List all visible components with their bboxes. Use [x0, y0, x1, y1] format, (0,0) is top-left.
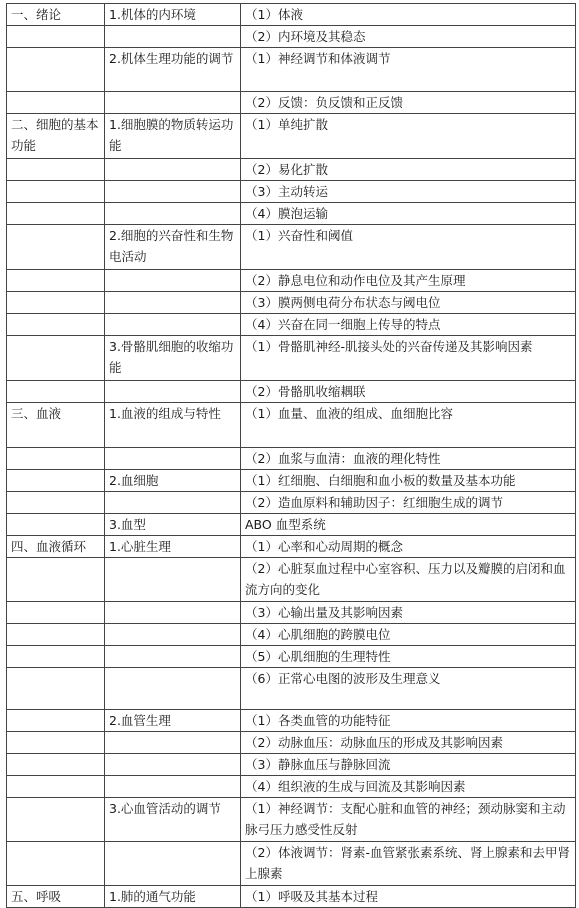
section-cell	[105, 732, 241, 754]
section-cell: 2.细胞的兴奋性和生物电活动	[105, 225, 241, 270]
table-row	[7, 798, 576, 842]
chapter-cell	[7, 26, 105, 48]
section-cell	[105, 842, 241, 886]
chapter-cell	[7, 710, 105, 732]
chapter-cell	[7, 203, 105, 225]
topic-cell: （2）静息电位和动作电位及其产生原理	[241, 270, 576, 292]
table-row	[7, 448, 576, 470]
chapter-cell	[7, 842, 105, 886]
topic-cell: （4）膜泡运输	[241, 203, 576, 225]
section-cell: 3.骨骼肌细胞的收缩功能	[105, 336, 241, 381]
chapter-cell	[7, 602, 105, 624]
topic-cell: （1）骨骼肌神经-肌接头处的兴奋传递及其影响因素	[241, 336, 576, 381]
topic-cell: （2）反馈：负反馈和正反馈	[241, 92, 576, 114]
section-cell	[105, 754, 241, 776]
table-row	[7, 403, 576, 448]
topic-cell: （2）易化扩散	[241, 159, 576, 181]
topic-cell: （4）心肌细胞的跨膜电位	[241, 624, 576, 646]
table-row	[7, 536, 576, 558]
topic-cell: （3）心输出量及其影响因素	[241, 602, 576, 624]
table-row	[7, 470, 576, 492]
chapter-cell	[7, 292, 105, 314]
table-row	[7, 492, 576, 514]
table-row	[7, 292, 576, 314]
table-row	[7, 26, 576, 48]
chapter-cell	[7, 754, 105, 776]
topic-cell: （4）组织液的生成与回流及其影响因素	[241, 776, 576, 798]
section-cell	[105, 602, 241, 624]
section-cell	[105, 624, 241, 646]
topic-cell: （3）静脉血压与静脉回流	[241, 754, 576, 776]
section-cell: 2.机体生理功能的调节	[105, 48, 241, 92]
chapter-cell: 四、血液循环	[7, 536, 105, 558]
section-cell: 2.血细胞	[105, 470, 241, 492]
chapter-cell	[7, 470, 105, 492]
section-cell	[105, 292, 241, 314]
chapter-cell	[7, 558, 105, 602]
section-cell	[105, 668, 241, 710]
section-cell: 1.血液的组成与特性	[105, 403, 241, 448]
topic-cell: ABO 血型系统	[241, 514, 576, 536]
chapter-cell	[7, 314, 105, 336]
chapter-cell	[7, 732, 105, 754]
section-cell	[105, 270, 241, 292]
topic-cell: （1）各类血管的功能特征	[241, 710, 576, 732]
table-row	[7, 842, 576, 886]
topic-cell: （2）血浆与血清：血液的理化特性	[241, 448, 576, 470]
table-row	[7, 48, 576, 92]
chapter-cell	[7, 776, 105, 798]
topic-cell: （2）内环境及其稳态	[241, 26, 576, 48]
section-cell	[105, 181, 241, 203]
section-cell: 1.心脏生理	[105, 536, 241, 558]
table-row	[7, 602, 576, 624]
chapter-cell	[7, 92, 105, 114]
table-row	[7, 203, 576, 225]
table-row	[7, 159, 576, 181]
syllabus-table	[6, 3, 576, 908]
chapter-cell	[7, 624, 105, 646]
section-cell	[105, 381, 241, 403]
chapter-cell	[7, 159, 105, 181]
chapter-cell	[7, 798, 105, 842]
table-row	[7, 381, 576, 403]
topic-cell: （4）兴奋在同一细胞上传导的特点	[241, 314, 576, 336]
table-row	[7, 624, 576, 646]
table-row	[7, 754, 576, 776]
table-row	[7, 668, 576, 710]
topic-cell: （1）血量、血液的组成、血细胞比容	[241, 403, 576, 448]
topic-cell: （5）心肌细胞的生理特性	[241, 646, 576, 668]
topic-cell: （2）体液调节：肾素-血管紧张素系统、肾上腺素和去甲肾上腺素	[241, 842, 576, 886]
topic-cell: （1）红细胞、白细胞和血小板的数量及基本功能	[241, 470, 576, 492]
section-cell	[105, 646, 241, 668]
topic-cell: （2）骨骼肌收缩耦联	[241, 381, 576, 403]
topic-cell: （1）神经调节和体液调节	[241, 48, 576, 92]
table-row	[7, 886, 576, 908]
section-cell	[105, 558, 241, 602]
section-cell	[105, 492, 241, 514]
chapter-cell	[7, 336, 105, 381]
section-cell: 3.血型	[105, 514, 241, 536]
table-row	[7, 225, 576, 270]
chapter-cell	[7, 492, 105, 514]
topic-cell: （1）神经调节：支配心脏和血管的神经；颈动脉窦和主动脉弓压力感受性反射	[241, 798, 576, 842]
chapter-cell	[7, 646, 105, 668]
section-cell: 2.血管生理	[105, 710, 241, 732]
chapter-cell	[7, 514, 105, 536]
table-row	[7, 181, 576, 203]
section-cell: 3.心血管活动的调节	[105, 798, 241, 842]
topic-cell: （1）体液	[241, 4, 576, 26]
table-row	[7, 4, 576, 26]
chapter-cell	[7, 668, 105, 710]
section-cell	[105, 203, 241, 225]
chapter-cell: 五、呼吸	[7, 886, 105, 908]
chapter-cell	[7, 270, 105, 292]
table-row	[7, 270, 576, 292]
table-row	[7, 114, 576, 159]
chapter-cell: 二、细胞的基本功能	[7, 114, 105, 159]
table-row	[7, 558, 576, 602]
topic-cell: （1）单纯扩散	[241, 114, 576, 159]
chapter-cell	[7, 381, 105, 403]
table-row	[7, 314, 576, 336]
topic-cell: （1）兴奋性和阈值	[241, 225, 576, 270]
section-cell	[105, 159, 241, 181]
section-cell: 1.机体的内环境	[105, 4, 241, 26]
topic-cell: （1）心率和心动周期的概念	[241, 536, 576, 558]
chapter-cell	[7, 48, 105, 92]
section-cell	[105, 448, 241, 470]
chapter-cell: 一、绪论	[7, 4, 105, 26]
table-row	[7, 776, 576, 798]
topic-cell: （2）动脉血压：动脉血压的形成及其影响因素	[241, 732, 576, 754]
topic-cell: （2）心脏泵血过程中心室容积、压力以及瓣膜的启闭和血流方向的变化	[241, 558, 576, 602]
section-cell: 1.肺的通气功能	[105, 886, 241, 908]
table-row	[7, 710, 576, 732]
topic-cell: （3）膜两侧电荷分布状态与阈电位	[241, 292, 576, 314]
chapter-cell	[7, 448, 105, 470]
section-cell	[105, 92, 241, 114]
topic-cell: （1）呼吸及其基本过程	[241, 886, 576, 908]
chapter-cell: 三、血液	[7, 403, 105, 448]
chapter-cell	[7, 181, 105, 203]
table-row	[7, 92, 576, 114]
topic-cell: （3）主动转运	[241, 181, 576, 203]
table-row	[7, 646, 576, 668]
section-cell	[105, 314, 241, 336]
section-cell	[105, 776, 241, 798]
topic-cell: （6）正常心电图的波形及生理意义	[241, 668, 576, 710]
table-row	[7, 514, 576, 536]
chapter-cell	[7, 225, 105, 270]
section-cell: 1.细胞膜的物质转运功能	[105, 114, 241, 159]
syllabus-body	[7, 4, 576, 908]
section-cell	[105, 26, 241, 48]
table-row	[7, 732, 576, 754]
table-row	[7, 336, 576, 381]
topic-cell: （2）造血原料和辅助因子：红细胞生成的调节	[241, 492, 576, 514]
